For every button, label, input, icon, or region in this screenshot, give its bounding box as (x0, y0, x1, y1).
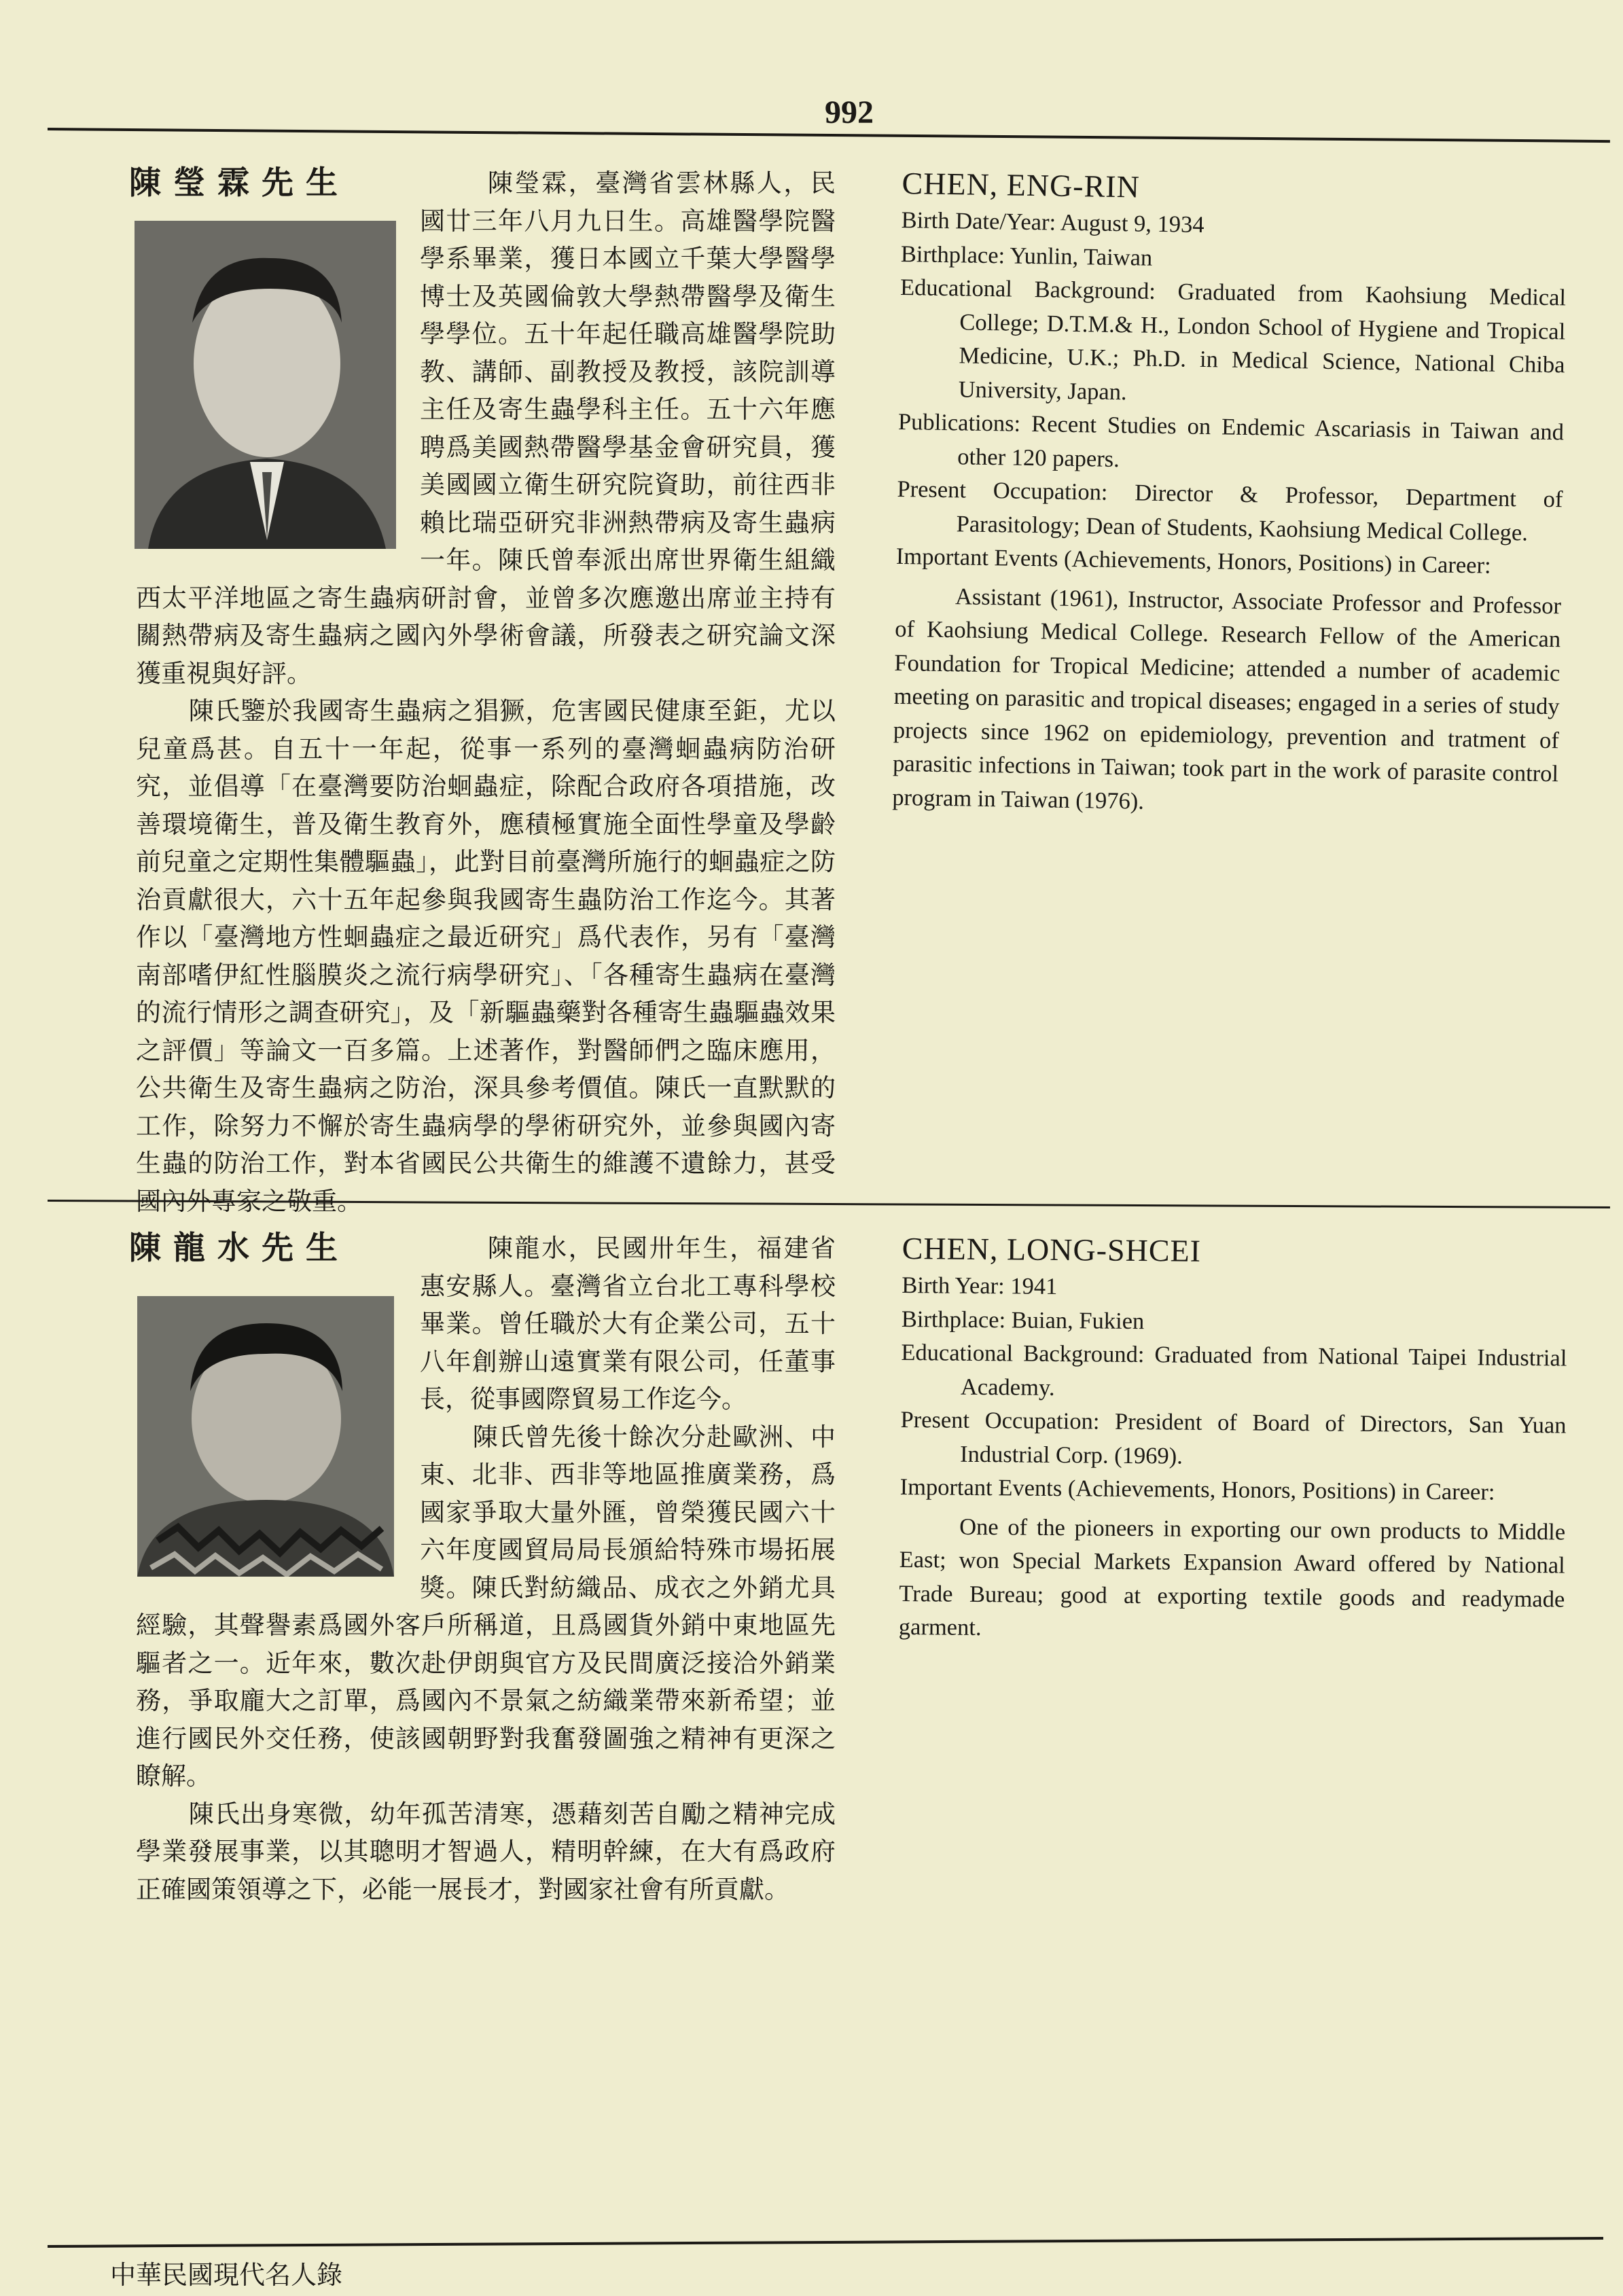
entry-1-field: Educational Background: Graduated from Kaohsiung Medical College; D.T.M.& H., London School of Hygiene and Tropical Medicine, U.K.; Ph.D. in Medical Science, National Chiba University, Japan. (899, 274, 1567, 405)
entry-1-field: Important Events (Achievements, Honors, Positions) in Career: (895, 543, 1491, 579)
page-footer: 中華民國現代名人錄 (110, 2260, 343, 2290)
entry-1-english-section (892, 164, 1568, 825)
entry-2-field: Present Occupation: President of Board of Directors, San Yuan Industrial Corp. (1969). (900, 1406, 1567, 1469)
page-number: 992 (825, 94, 874, 130)
entry-2-english-section (899, 1230, 1568, 1650)
entry-2-zh-paragraph: 陳氏出身寒微，幼年孤苦清寒，憑藉刻苦自勵之精神完成學業發展事業，以其聰明才智過人，精明幹練，在大有爲政府正確國策領導之下，必能一展長才，對國家社會有所貢獻。 (136, 1799, 836, 1904)
entry-1-field: Birthplace: Yunlin, Taiwan (900, 240, 1153, 271)
entry-2-chinese-name: 陳龍水先生 (129, 1230, 350, 1267)
entry-2-field: Birthplace: Buian, Fukien (901, 1306, 1145, 1334)
entry-2-field: Educational Background: Graduated from National Taipei Industrial Academy. (901, 1339, 1567, 1401)
entry-2-field: Important Events (Achievements, Honors, Positions) in Career: (899, 1473, 1495, 1505)
entry-1-zh-paragraph: 陳瑩霖，臺灣省雲林縣人，民國廿三年八月九日生。高雄醫學院醫學系畢業，獲日本國立千葉大學醫學博士及英國倫敦大學熱帶醫學及衛生學學位。五十年起任職高雄醫學院助教、講師、副教授及教授，該院訓導主任及寄生蟲學科主任。五十六年應聘爲美國熱帶醫學基金會研究員，獲美國國立衛生研究院資助，前往西非賴比瑞亞研究非洲熱帶病及寄生蟲病一年。陳氏曾奉派出席世界衛生組織西太平洋地區之寄生蟲病研討會，並曾多次應邀出席並主持有關熱帶病及寄生蟲病之國內外學術會議，所發表之研究論文深獲重視與好評。 (136, 168, 836, 688)
entry-1-chinese-biography (136, 164, 836, 1220)
entry-2-field: Birth Year: 1941 (902, 1272, 1058, 1299)
bottom-rule (48, 2237, 1603, 2248)
entry-1-chinese-name: 陳瑩霖先生 (129, 164, 350, 202)
entry-1-field: Present Occupation: Director & Professor, Department of Parasitology; Dean of Students, Kaohsiung Medical College. (897, 476, 1563, 546)
entry-1-zh-paragraph: 陳氏鑒於我國寄生蟲病之猖獗，危害國民健康至鉅，尤以兒童爲甚。自五十一年起，從事一系列的臺灣蛔蟲病防治研究，並倡導「在臺灣要防治蛔蟲症，除配合政府各項措施，改善環境衛生，普及衛生教育外，應積極實施全面性學童及學齡前兒童之定期性集體驅蟲」，此對目前臺灣所施行的蛔蟲症之防治貢獻很大，六十五年起參與我國寄生蟲防治工作迄今。其著作以「臺灣地方性蛔蟲症之最近研究」爲代表作，另有「臺灣南部嗜伊紅性腦膜炎之流行病學研究」、「各種寄生蟲病在臺灣的流行情形之調查研究」，及「新驅蟲藥對各種寄生蟲驅蟲效果之評價」等論文一百多篇。上述著作，對醫師們之臨床應用，公共衛生及寄生蟲病之防治，深具參考價值。陳氏一直默默的工作，除努力不懈於寄生蟲病學的學術研究外，並參與國內寄生蟲的防治工作，對本省國民公共衛生的維護不遺餘力，甚受國內外專家之敬重。 (136, 696, 836, 1216)
entry-1-field: Publications: Recent Studies on Endemic Ascariasis in Taiwan and other 120 papers. (897, 408, 1565, 472)
entry-2-zh-paragraph: 陳氏曾先後十餘次分赴歐洲、中東、北非、西非等地區推廣業務，爲國家爭取大量外匯，曾榮獲民國六十六年度國貿局局長頒給特殊市場拓展獎。陳氏對紡織品、成衣之外銷尤具經驗，其聲譽素爲國外客戶所稱道，且爲國貨外銷中東地區先驅者之一。近年來，數次赴伊朗與官方及民間廣泛接洽外銷業務，爭取龐大之訂單，爲國內不景氣之紡織業帶來新希望；並進行國民外交任務，使該國朝野對我奮發圖強之精神有更深之瞭解。 (136, 1422, 836, 1791)
entry-1-career-text: Assistant (1961), Instructor, Associate Professor and Professor of Kaohsiung Medical College. Research Fellow of the American Foundation for Tropical Medicine; attended a number of academic meeting on parasitic and tropical diseases; engaged in a series of study projects since 1962 on epidemiology, prevention and tratment of parasitic infections in Taiwan; took part in the work of parasite control program in Taiwan (1976). (892, 583, 1562, 814)
entry-2-english-name: CHEN, LONG-SHCEI (902, 1230, 1202, 1268)
entry-2-chinese-biography (136, 1230, 836, 1908)
entry-2-career-text: One of the pioneers in exporting our own products to Middle East; won Special Markets Expansion Award offered by National Trade Bureau; good at exporting textile goods and readymade garment. (898, 1513, 1566, 1641)
entry-1-english-name: CHEN, ENG-RIN (902, 165, 1141, 204)
entry-2-zh-paragraph: 陳龍水，民國卅年生，福建省惠安縣人。臺灣省立台北工專科學校畢業。曾任職於大有企業公司，五十八年創辦山遠實業有限公司，任董事長，從事國際貿易工作迄今。 (420, 1234, 836, 1414)
entry-1-field: Birth Date/Year: August 9, 1934 (901, 207, 1205, 238)
